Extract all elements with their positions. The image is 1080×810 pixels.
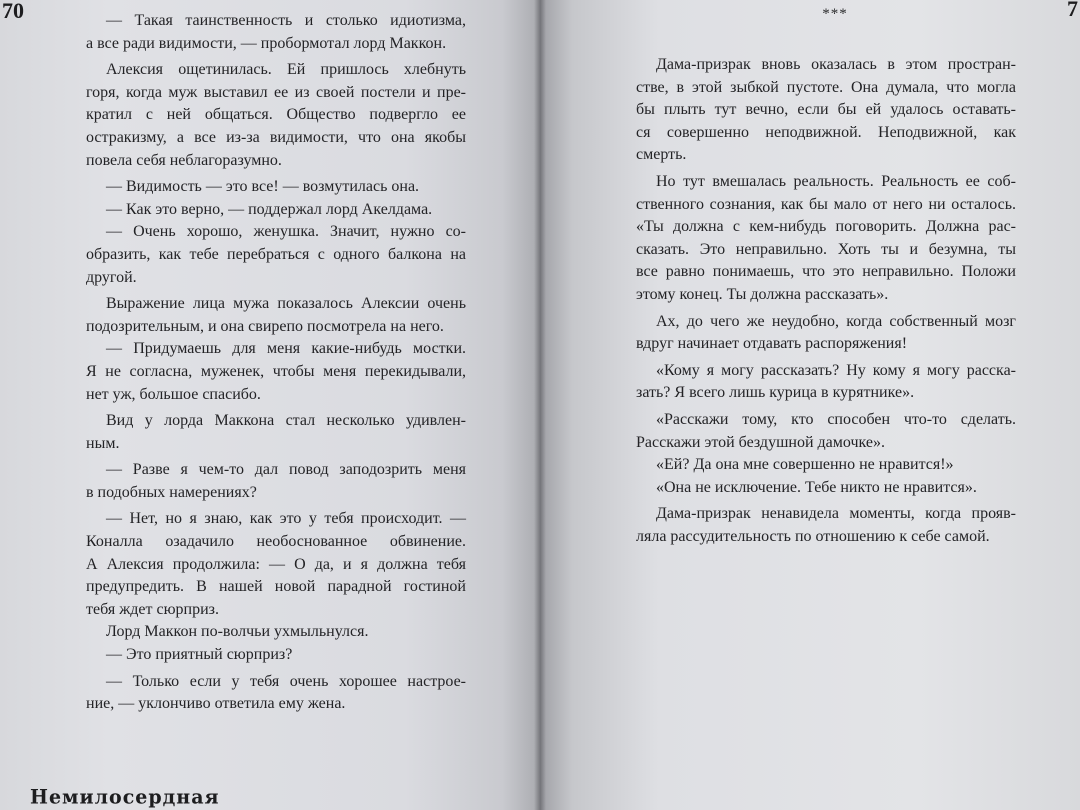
text-line: Алексия ощетинилась. Ей пришлось хлебнуть	[106, 61, 466, 79]
text-line: горя, когда муж выставил ее из своей постели и пре-	[86, 83, 466, 101]
text-line: — Придумаешь для меня какие-нибудь мостки.	[106, 340, 466, 358]
text-line: Лорд Маккон по-волчьи ухмыльнулся.	[106, 623, 369, 641]
text-line: в подобных намерениях?	[86, 483, 257, 501]
text-line: стве, в этой зыбкой пустоте. Она думала, что могла	[636, 78, 1016, 96]
left-page-text	[86, 10, 466, 716]
text-line: сказать. Это неправильно. Хоть ты и безумна, ты	[636, 240, 1016, 258]
text-line: — Очень хорошо, женушка. Значит, нужно со-	[106, 223, 466, 241]
text-line: Расскажи этой бездушной дамочке».	[636, 433, 885, 451]
text-line: предупредить. В нашей новой парадной гостиной	[86, 578, 466, 596]
text-line: нет уж, большое спасибо.	[86, 385, 261, 403]
text-line: Но тут вмешалась реальность. Реальность ее соб-	[656, 172, 1016, 190]
text-line: — Видимость — это все! — возмутилась она.	[106, 178, 420, 196]
book-gutter	[534, 0, 546, 810]
text-line: ся совершенно неподвижной. Неподвижной, как	[636, 123, 1016, 141]
text-line: а все ради видимости, — пробормотал лорд Маккон.	[86, 34, 447, 52]
text-line: этому конец. Ты должна рассказать».	[636, 285, 889, 303]
text-line: — Как это верно, — поддержал лорд Акелдама.	[106, 200, 433, 218]
text-line: все равно понимаешь, что это неправильно. Положи	[636, 263, 1016, 281]
text-line: ние, — уклончиво ответила ему жена.	[86, 695, 346, 713]
text-line: Дама-призрак вновь оказалась в этом простран-	[656, 56, 1016, 73]
section-ornament: ***	[822, 6, 848, 22]
running-title: Немилосердная	[30, 785, 220, 809]
text-line: «Она не исключение. Тебе никто не нравится».	[656, 478, 977, 496]
text-line: — Нет, но я знаю, как это у тебя происходит. —	[106, 510, 466, 528]
text-line: Выражение лица мужа показалось Алексии очень	[106, 295, 466, 313]
text-line: смерть.	[636, 146, 687, 164]
text-line: «Ей? Да она мне совершенно не нравится!»	[656, 456, 954, 474]
text-line: подозрительным, и она свирепо посмотрела на него.	[86, 317, 444, 335]
text-line: Я не согласна, муженек, чтобы меня перекидывали,	[86, 362, 466, 380]
text-line: А Алексия продолжила: — О да, и я должна тебя	[86, 555, 466, 573]
text-line: Вид у лорда Маккона стал несколько удивлен-	[106, 412, 466, 430]
right-page	[540, 0, 1080, 810]
text-line: кратил с ней общаться. Общество подвергло ее	[86, 106, 466, 124]
text-line: ляла рассудительность по отношению к себе самой.	[636, 527, 990, 545]
text-line: другой.	[86, 268, 137, 286]
text-line: зать? Я всего лишь курица в курятнике».	[636, 384, 915, 402]
text-line: Ах, до чего же неудобно, когда собственный мозг	[656, 312, 1016, 330]
text-line: «Кому я могу рассказать? Ну кому я могу расска-	[656, 361, 1016, 379]
text-line: ственного сознания, как бы мало от него ни осталось.	[636, 195, 1016, 213]
text-line: — Только если у тебя очень хорошее настрое-	[106, 672, 466, 690]
text-line: остракизму, а все из-за видимости, что она якобы	[86, 128, 466, 146]
text-line: бы плыть тут вечно, если бы ей удалось оставать-	[636, 101, 1016, 119]
text-line: образить, как тебе перебраться с одного балкона на	[86, 245, 466, 263]
page-number: 70	[2, 0, 24, 23]
page-number: 7	[1067, 0, 1078, 21]
text-line: — Это приятный сюрприз?	[106, 646, 293, 664]
right-page-text	[636, 54, 1016, 548]
text-line: — Разве я чем-то дал повод заподозрить меня	[106, 461, 466, 479]
text-line: «Ты должна с кем-нибудь поговорить. Должна рас-	[636, 218, 1016, 236]
text-line: «Расскажи тому, кто способен что-то сделать.	[656, 410, 1016, 428]
text-line: Коналла озадачило необоснованное обвинение.	[86, 533, 466, 551]
text-line: Дама-призрак ненавидела моменты, когда прояв-	[656, 505, 1016, 523]
text-line: вдруг начинает отдавать распоряжения!	[636, 335, 908, 353]
text-line: тебя ждет сюрприз.	[86, 600, 219, 618]
text-line: повела себя неблагоразумно.	[86, 151, 282, 169]
text-line: ным.	[86, 434, 120, 452]
text-line: — Такая таинственность и столько идиотизма,	[106, 12, 466, 29]
